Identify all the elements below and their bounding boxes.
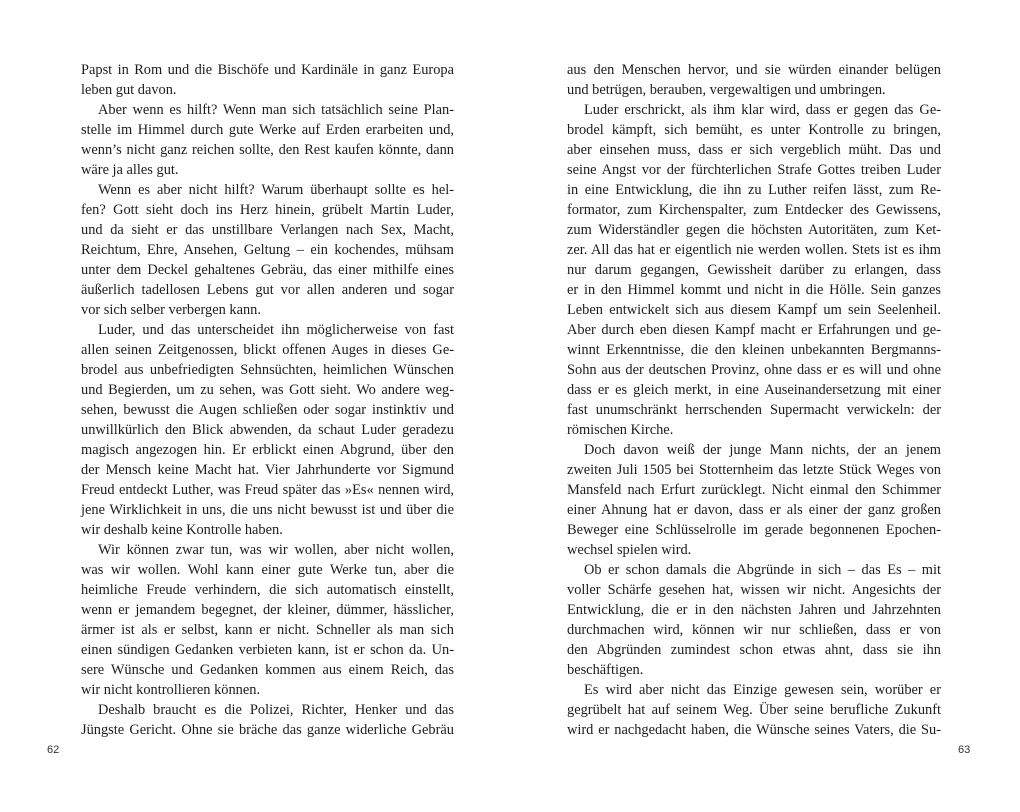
right-page-text [567, 60, 941, 740]
text-line: einen sündigen Gedanken verbieten kann, ist er schon da. Un- [81, 642, 454, 658]
text-line: heimliche Freude verhindern, die sich automatisch einstellt, [81, 582, 454, 598]
text-line: den Abgründen zumindest schon etwas ahnt, dass sie ihn [567, 642, 941, 658]
text-line: Doch davon weiß der junge Mann nichts, der an jenem [584, 442, 941, 458]
text-line: durchmachen wird, können wir nur schließen, dass er von [567, 622, 941, 638]
text-line: Aber wenn es hilft? Wenn man sich tatsächlich seine Plan- [98, 102, 454, 118]
text-line: der Mensch keine Macht hat. Vier Jahrhunderte vor Sigmund [81, 462, 454, 478]
page-number-right: 63 [958, 744, 971, 756]
text-line: und betrügen, berauben, vergewaltigen und umbringen. [567, 82, 886, 98]
left-page-text [81, 60, 454, 740]
text-line: wenn’s nicht ganz reichen sollte, den Rest kaufen könnte, dann [81, 142, 454, 158]
text-line: gegrübelt hat auf seinem Weg. Über seine berufliche Zukunft [567, 702, 941, 718]
text-line: Mansfeld nach Erfurt zurücklegt. Nicht einmal den Schimmer [567, 482, 941, 498]
text-line: Wir können zwar tun, was wir wollen, aber nicht wollen, [98, 542, 454, 558]
text-line: unwillkürlich den Blick abwenden, da schaut Luder geradezu [81, 422, 454, 438]
text-line: und da sieht er das unstillbare Verlangen nach Sex, Macht, [81, 222, 454, 238]
text-line: wir deshalb keine Kontrolle haben. [81, 522, 283, 538]
text-line: wir nicht kontrollieren können. [81, 682, 261, 698]
text-line: unter dem Deckel gehaltenes Gebräu, das einer mithilfe eines [81, 262, 454, 278]
text-line: einer Ahnung hat er davon, dass er als einer der ganz großen [567, 502, 941, 518]
text-line: römischen Kirche. [567, 422, 674, 438]
text-line: aus den Menschen hervor, und sie würden einander belügen [567, 62, 941, 78]
text-line: Freud entdeckt Luther, was Freud später das »Es« nennen wird, [81, 482, 454, 498]
text-line: in eine Entwicklung, die ihn zu Luther reifen lässt, zum Re- [567, 182, 941, 198]
text-line: Sohn aus der deutschen Provinz, ohne dass er es will und ohne [567, 362, 941, 378]
text-line: nur darum gegangen, Gewissheit darüber zu erlangen, dass [567, 262, 941, 278]
text-line: Es wird aber nicht das Einzige gewesen sein, worüber er [584, 682, 941, 698]
text-line: fast unumschränkt herrschenden Supermacht verwickeln: der [567, 402, 941, 418]
text-line: dass er es gleich merkt, in eine Auseinandersetzung mit einer [567, 382, 941, 398]
text-line: magisch angezogen hin. Er erblickt einen Abgrund, über den [81, 442, 454, 458]
text-line: jene Wirklichkeit in uns, die uns nicht bewusst ist und über die [81, 502, 454, 518]
text-line: Papst in Rom und die Bischöfe und Kardinäle in ganz Europa [81, 62, 454, 78]
text-line: voller Schärfe gesehen hat, wissen wir nicht. Angesichts der [567, 582, 941, 598]
text-line: brodel kämpft, sich bemüht, es unter Kontrolle zu bringen, [567, 122, 941, 138]
text-line: sere Wünsche und Gedanken kommen aus einem Reich, das [81, 662, 454, 678]
text-line: Leben entwickelt sich aus diesem Kampf um sein Seelenheil. [567, 302, 941, 318]
text-line: fen? Gott sieht doch ins Herz hinein, grübelt Martin Luder, [81, 202, 454, 218]
text-line: zweiten Juli 1505 bei Stotternheim das letzte Stück Weges von [567, 462, 941, 478]
text-line: vor sich selber verbergen kann. [81, 302, 261, 318]
text-line: ärmer ist als er selbst, kann er nicht. Schneller als man sich [81, 622, 454, 638]
text-line: was wir wollen. Wohl kann einer gute Werke tun, aber die [81, 562, 454, 578]
text-line: leben gut davon. [81, 82, 177, 98]
text-line: wechsel spielen wird. [567, 542, 692, 558]
text-line: wird er nachgedacht haben, die Wünsche seines Vaters, die Su- [567, 722, 941, 738]
text-line: stelle im Himmel durch gute Werke auf Erden erarbeiten und, [81, 122, 454, 138]
text-line: beschäftigen. [567, 662, 644, 678]
text-line: Ob er schon damals die Abgründe in sich – das Es – mit [584, 562, 941, 578]
text-line: Wenn es aber nicht hilft? Warum überhaupt sollte es hel- [98, 182, 454, 198]
text-line: zum Widerständler gegen die höchsten Autoritäten, zum Ket- [567, 222, 941, 238]
page-number-left: 62 [47, 744, 60, 756]
text-line: Deshalb braucht es die Polizei, Richter, Henker und das [98, 702, 454, 718]
text-line: Luder, und das unterscheidet ihn möglicherweise von fast [98, 322, 454, 338]
text-line: wäre ja alles gut. [81, 162, 179, 178]
text-line: Entwicklung, die er in den nächsten Jahren und Jahrzehnten [567, 602, 941, 618]
text-line: formator, zum Kirchenspalter, zum Entdecker des Gewissens, [567, 202, 941, 218]
text-line: allen seinen Zeitgenossen, blickt offenen Auges in dieses Ge- [81, 342, 454, 358]
text-line: zer. All das hat er eigentlich nie werden wollen. Stets ist es ihm [567, 242, 941, 258]
text-line: Beweger eine Schlüsselrolle im gerade begonnenen Epochen- [567, 522, 941, 538]
text-line: wenn er jemandem begegnet, der kleiner, dümmer, hässlicher, [81, 602, 454, 618]
text-line: seine Angst vor der fürchterlichen Strafe Gottes treiben Luder [567, 162, 941, 178]
text-line: Aber durch eben diesen Kampf macht er Erfahrungen und ge- [567, 322, 941, 338]
text-line: sehen, bewusst die Augen schließen oder sogar instinktiv und [81, 402, 454, 418]
text-line: und Begierden, um zu sehen, was Gott sieht. Wo andere weg- [81, 382, 454, 398]
text-line: er in den Himmel kommt und nicht in die Hölle. Sein ganzes [567, 282, 941, 298]
text-line: aber einsehen muss, dass er sich vergeblich müht. Das und [567, 142, 941, 158]
text-line: brodel aus unbefriedigten Sehnsüchten, heimlichen Wünschen [81, 362, 454, 378]
text-line: Luder erschrickt, als ihm klar wird, dass er gegen das Ge- [584, 102, 941, 118]
text-line: Jüngste Gericht. Ohne sie bräche das ganze widerliche Gebräu [81, 722, 454, 738]
text-line: äußerlich tadellosen Lebens gut vor allen anderen und sogar [81, 282, 454, 298]
text-line: Reichtum, Ehre, Ansehen, Geltung – ein kochendes, mühsam [81, 242, 454, 258]
text-line: winnt Erkenntnisse, die den kleinen unbekannten Bergmanns- [567, 342, 941, 358]
